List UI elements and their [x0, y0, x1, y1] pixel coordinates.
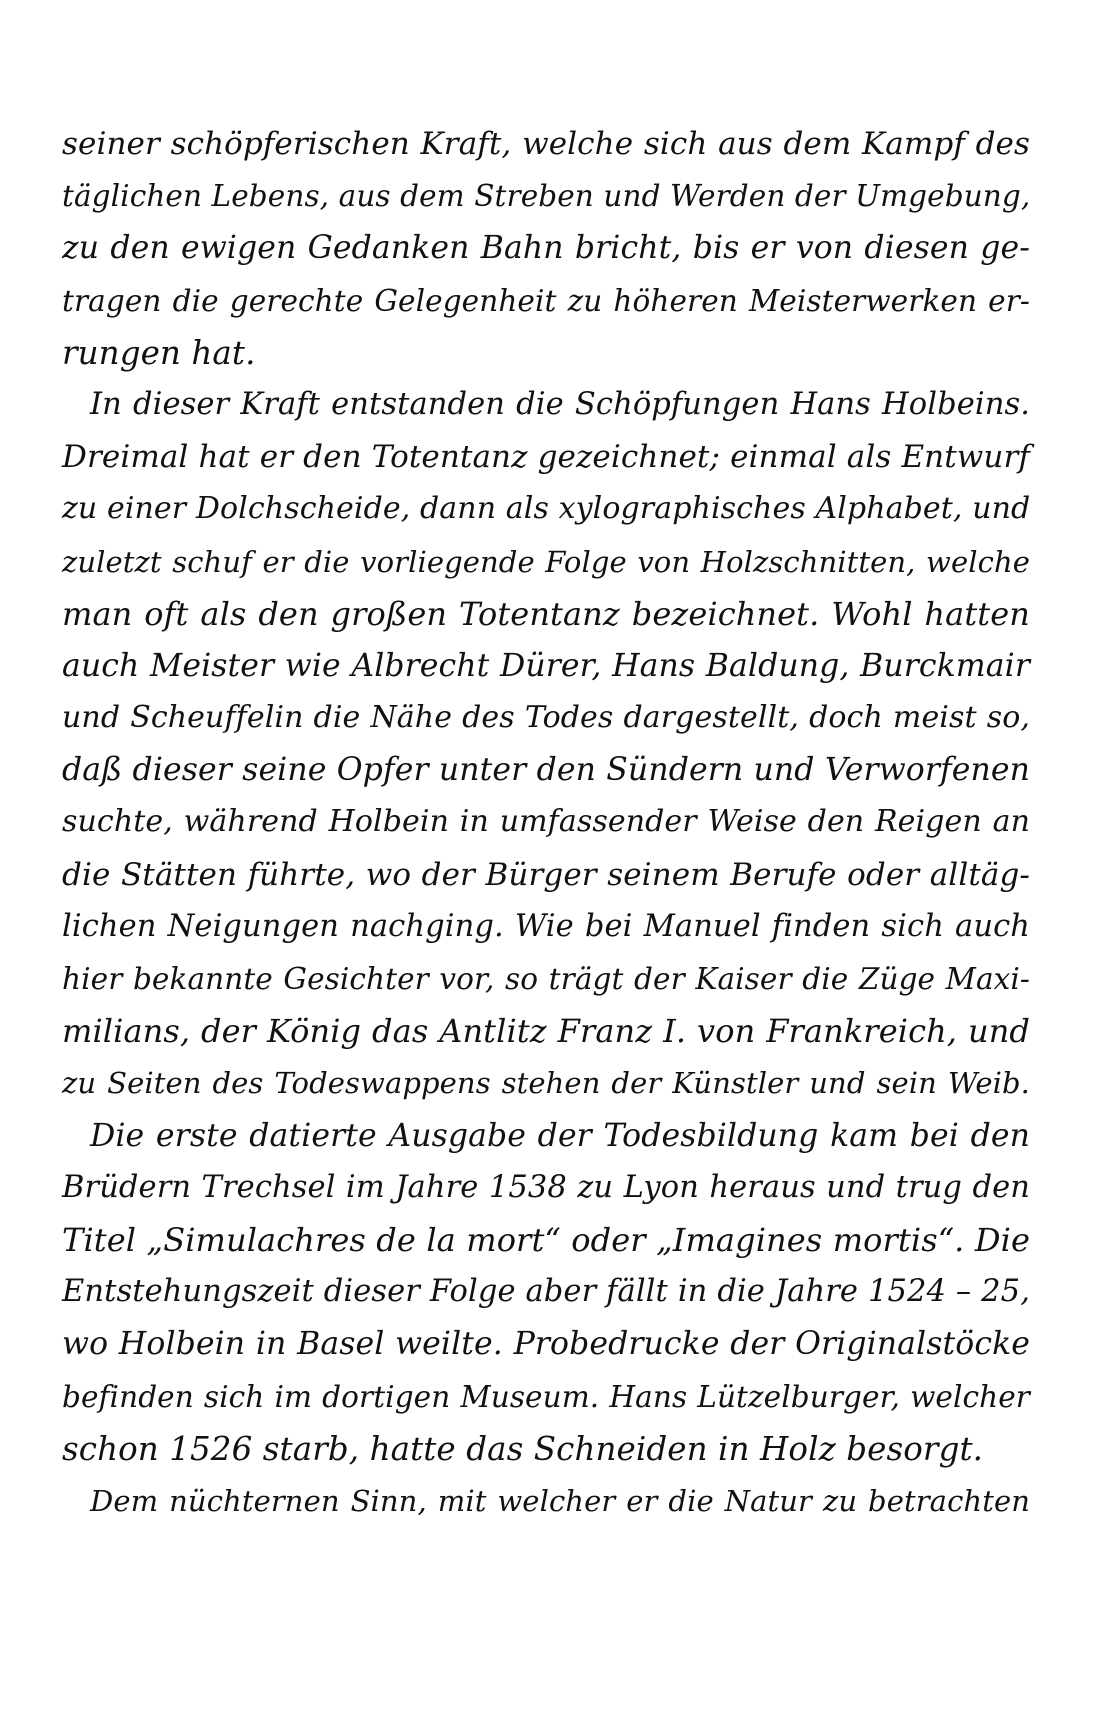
- text-line: Brüdern Trechsel im Jahre 1538 zu Lyon heraus und trug den: [62, 1169, 1030, 1205]
- text-line: tragen die gerechte Gelegenheit zu höheren Meisterwerken er-: [62, 283, 1030, 318]
- text-line: hier bekannte Gesichter vor, so trägt der Kaiser die Züge Maxi-: [62, 962, 1030, 996]
- text-line: zu Seiten des Todeswappens stehen der Künstler und sein Weib.: [62, 1066, 1030, 1101]
- text-line: man oft als den großen Totentanz bezeichnet. Wohl hatten: [62, 594, 1030, 633]
- text-line: täglichen Lebens, aus dem Streben und Werden der Umgebung,: [62, 179, 1031, 214]
- text-line: befinden sich im dortigen Museum. Hans Lützelburger, welcher: [62, 1379, 1030, 1414]
- text-line: schon 1526 starb, hatte das Schneiden in Holz besorgt.: [62, 1429, 984, 1468]
- text-line: In dieser Kraft entstanden die Schöpfungen Hans Holbeins.: [90, 386, 1030, 422]
- text-line: die Stätten führte, wo der Bürger seinem Berufe oder alltäg-: [62, 856, 1030, 893]
- text-line: Entstehungszeit dieser Folge aber fällt in die Jahre 1524 – 25,: [62, 1274, 1030, 1310]
- text-line: zu den ewigen Gedanken Bahn bricht, bis er von diesen ge-: [62, 230, 1030, 267]
- text-line: wo Holbein in Basel weilte. Probedrucke der Originalstöcke: [62, 1326, 1030, 1363]
- text-line: seiner schöpferischen Kraft, welche sich aus dem Kampf des: [62, 126, 1030, 162]
- text-line: Titel „Simulachres de la mort“ oder „Imagines mortis“. Die: [62, 1220, 1030, 1259]
- text-line: lichen Neigungen nachging. Wie bei Manuel finden sich auch: [62, 908, 1030, 944]
- text-line: daß dieser seine Opfer unter den Sündern und Verworfenen: [62, 752, 1030, 789]
- page-text: [62, 118, 1030, 1527]
- text-line: zuletzt schuf er die vorliegende Folge von Holzschnitten, welche: [62, 544, 1030, 579]
- text-line: suchte, während Holbein in umfassender Weise den Reigen an: [62, 804, 1030, 840]
- text-line: rungen hat.: [62, 333, 256, 372]
- text-line: Die erste datierte Ausgabe der Todesbildung kam bei den: [90, 1117, 1030, 1154]
- text-line: milians, der König das Antlitz Franz I. von Frankreich, und: [62, 1012, 1030, 1051]
- text-line: auch Meister wie Albrecht Dürer, Hans Baldung, Burckmair: [62, 647, 1030, 684]
- text-line: Dem nüchternen Sinn, mit welcher er die Natur zu betrachten: [90, 1483, 1030, 1518]
- text-line: zu einer Dolchscheide, dann als xylographisches Alphabet, und: [62, 491, 1031, 527]
- text-line: und Scheuffelin die Nähe des Todes dargestellt, doch meist so,: [62, 700, 1030, 736]
- text-line: Dreimal hat er den Totentanz gezeichnet; einmal als Entwurf: [62, 439, 1030, 476]
